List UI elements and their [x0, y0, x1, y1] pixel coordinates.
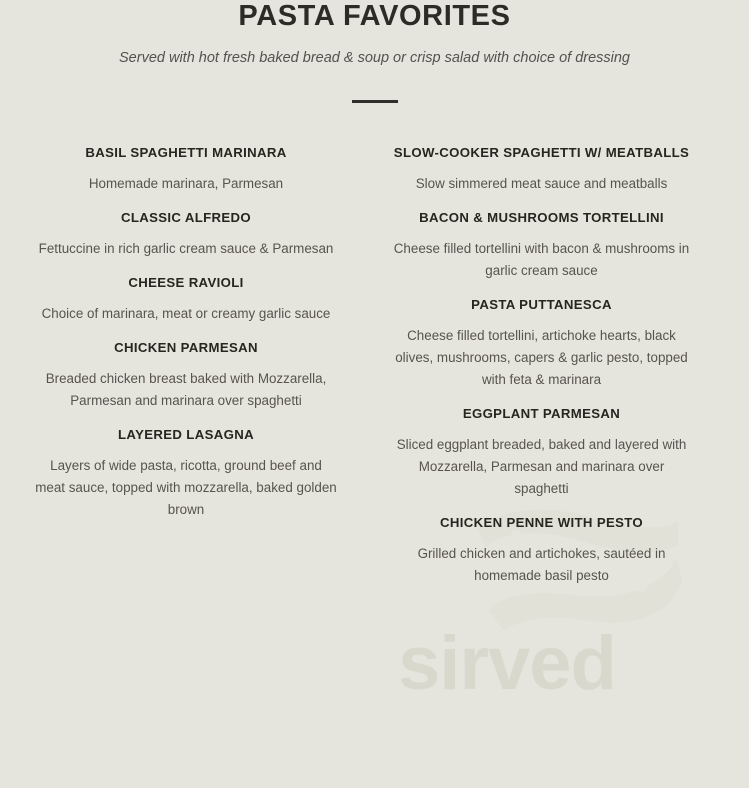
menu-item — [0, 337, 372, 424]
menu-item — [0, 424, 372, 533]
menu-item-name: CLASSIC ALFREDO — [120, 210, 252, 225]
menu-item — [372, 142, 707, 207]
menu-item-description: Fettuccine in rich garlic cream sauce & Parmesan — [38, 241, 334, 256]
page-subtitle: Served with hot fresh baked bread & soup or crisp salad with choice of dressing — [119, 50, 630, 66]
divider-wrapper — [0, 68, 749, 108]
menu-item-name: CHICKEN PENNE WITH PESTO — [439, 515, 644, 530]
menu-item-name: SLOW-COOKER SPAGHETTI W/ MEATBALLS — [393, 145, 690, 160]
menu-grid — [0, 108, 749, 599]
page-title: PASTA FAVORITES — [238, 0, 511, 32]
menu-item-description: Choice of marinara, meat or creamy garlic sauce — [41, 306, 331, 321]
menu-column-right — [372, 142, 707, 599]
menu-item-name: CHICKEN PARMESAN — [114, 340, 258, 355]
menu-item-name: EGGPLANT PARMESAN — [462, 406, 621, 421]
menu-item — [372, 207, 707, 294]
menu-item-description: Grilled chicken and artichokes, sautéed in homemade basil pesto — [417, 546, 666, 583]
watermark-wordmark: sirved — [398, 621, 616, 706]
menu-item — [0, 207, 372, 272]
menu-item — [0, 142, 372, 207]
menu-item-description: Sliced eggplant breaded, baked and layered with Mozzarella, Parmesan and marinara over spaghetti — [396, 437, 687, 496]
menu-item-description: Cheese filled tortellini, artichoke hearts, black olives, mushrooms, capers & garlic pesto, topped with feta & marinara — [395, 328, 688, 387]
menu-item-description: Layers of wide pasta, ricotta, ground beef and meat sauce, topped with mozzarella, baked golden brown — [35, 458, 337, 517]
menu-item-description: Homemade marinara, Parmesan — [88, 176, 284, 191]
menu-item-name: CHEESE RAVIOLI — [128, 275, 244, 290]
menu-item — [372, 294, 707, 403]
menu-item-description: Breaded chicken breast baked with Mozzarella, Parmesan and marinara over spaghetti — [45, 371, 327, 408]
menu-column-left — [0, 142, 372, 599]
menu-item-name: BASIL SPAGHETTI MARINARA — [85, 145, 287, 160]
menu-item-description: Slow simmered meat sauce and meatballs — [415, 176, 668, 191]
menu-item-name: PASTA PUTTANESCA — [471, 297, 612, 312]
menu-item — [372, 403, 707, 512]
section-divider — [352, 100, 398, 103]
menu-item — [0, 272, 372, 337]
menu-item — [372, 512, 707, 599]
menu-item-description: Cheese filled tortellini with bacon & mushrooms in garlic cream sauce — [393, 241, 690, 278]
menu-item-name: LAYERED LASAGNA — [118, 427, 254, 442]
menu-item-name: BACON & MUSHROOMS TORTELLINI — [419, 210, 664, 225]
